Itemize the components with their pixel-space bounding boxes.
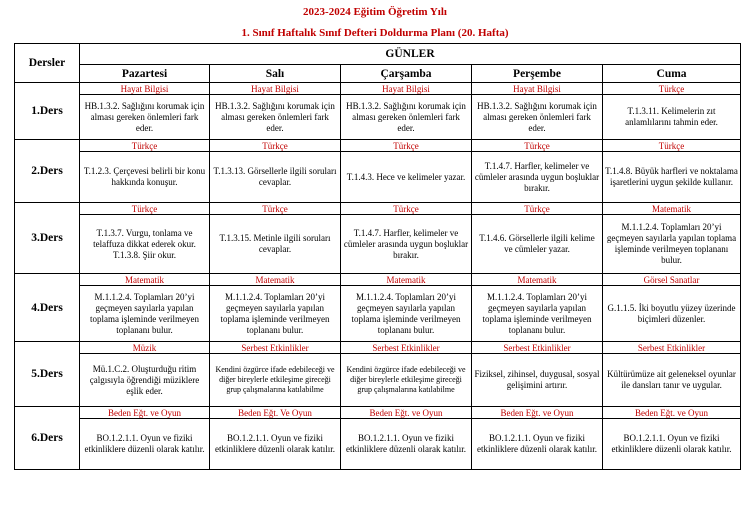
header-row-days xyxy=(15,65,741,83)
subject-name: Matematik xyxy=(80,274,210,286)
objective-cell xyxy=(210,286,341,342)
objective-row xyxy=(15,215,741,274)
objective-text: BO.1.2.1.1. Oyun ve fiziki etkinliklere düzenli olarak katılır. xyxy=(215,433,335,454)
objective-cell xyxy=(341,215,472,274)
subject-name: Beden Eğt. ve Oyun xyxy=(472,407,603,419)
objective-row xyxy=(15,286,741,342)
objective-cell xyxy=(472,354,603,407)
objective-text: Mü.1.C.2. Oluşturduğu ritim çalgısıyla öğrendiği müziklere eşlik eder. xyxy=(89,363,200,396)
subject-name: Müzik xyxy=(80,342,210,354)
subject-name: Hayat Bilgisi xyxy=(210,83,341,95)
day-header-pazartesi: Pazartesi xyxy=(80,65,210,83)
objective-cell xyxy=(80,354,210,407)
objective-row xyxy=(15,354,741,407)
subject-name: Matematik xyxy=(603,203,741,215)
objective-text: M.1.1.2.4. Toplamları 20’yi geçmeyen sayılarla yapılan toplama işleminde verilmeyen toplananı bulur. xyxy=(90,291,199,335)
objective-cell xyxy=(341,95,472,140)
subject-name: Türkçe xyxy=(341,140,472,152)
objective-text: BO.1.2.1.1. Oyun ve fiziki etkinliklere düzenli olarak katılır. xyxy=(477,433,597,454)
subject-name: Matematik xyxy=(210,274,341,286)
subject-name: Serbest Etkinlikler xyxy=(341,342,472,354)
objective-cell xyxy=(210,419,341,470)
objective-text: T.1.3.11. Kelimelerin zıt anlamlılarını tahmin eder. xyxy=(625,106,718,127)
objective-text: BO.1.2.1.1. Oyun ve fiziki etkinliklere düzenli olarak katılır. xyxy=(84,433,205,454)
objective-text: Kendini özgürce ifade edebileceği ve diğer bireylerle etkileşime gireceği grup çalışmalarına katılabilme xyxy=(215,365,335,394)
objective-text: T.1.4.8. Büyük harfleri ve noktalama işaretlerini uygun şekilde kullanır. xyxy=(605,166,738,187)
objective-cell xyxy=(472,95,603,140)
objective-text: BO.1.2.1.1. Oyun ve fiziki etkinliklere düzenli olarak katılır. xyxy=(611,433,732,454)
lesson-label: 6.Ders xyxy=(15,407,80,470)
objective-cell xyxy=(341,419,472,470)
subject-name: Türkçe xyxy=(210,203,341,215)
subject-row xyxy=(15,274,741,286)
objective-cell xyxy=(603,215,741,274)
objective-row xyxy=(15,419,741,470)
subject-name: Serbest Etkinlikler xyxy=(603,342,741,354)
subject-name: Türkçe xyxy=(210,140,341,152)
objective-cell xyxy=(341,286,472,342)
objective-text: T.1.4.7. Harfler, kelimeler ve cümleler arasında uygun boşluklar bırakır. xyxy=(343,227,469,260)
weekly-plan-table xyxy=(14,43,741,470)
objective-text: Kültürümüze ait geleneksel oyunlar ile dansları tanır ve uygular. xyxy=(607,369,736,390)
objective-cell xyxy=(603,286,741,342)
subject-name: Beden Eğt. Ve Oyun xyxy=(210,407,341,419)
objective-cell xyxy=(341,152,472,203)
objective-text: HB.1.3.2. Sağlığını korumak için alması gereken önlemleri fark eder. xyxy=(215,100,335,133)
objective-cell xyxy=(603,354,741,407)
objective-text: Kendini özgürce ifade edebileceği ve diğer bireylerle etkileşime gireceği grup çalışmalarına katılabilme xyxy=(346,365,466,394)
dersler-header: Dersler xyxy=(15,44,80,83)
subject-name: Hayat Bilgisi xyxy=(472,83,603,95)
objective-text: T.1.3.13. Görsellerle ilgili soruları cevaplar. xyxy=(213,166,337,187)
objective-cell xyxy=(603,95,741,140)
objective-cell xyxy=(210,215,341,274)
objective-text: G.1.1.5. İki boyutlu yüzey üzerinde biçimleri düzenler. xyxy=(607,302,736,324)
document-title: 2023-2024 Eğitim Öğretim Yılı xyxy=(303,6,447,18)
objective-text: M.1.1.2.4. Toplamları 20’yi geçmeyen sayılarla yapılan toplama işleminde verilmeyen toplananı bulur. xyxy=(482,291,592,335)
day-header-cuma: Cuma xyxy=(603,65,741,83)
objective-text: T.1.3.7. Vurgu, tonlama ve telaffuza dikkat ederek okur. xyxy=(93,227,196,249)
header-row-gunler xyxy=(15,44,741,65)
objective-text: HB.1.3.2. Sağlığını korumak için alması gereken önlemleri fark eder. xyxy=(477,100,597,133)
objective-row xyxy=(15,152,741,203)
lesson-label: 2.Ders xyxy=(15,140,80,203)
subject-name: Beden Eğt. ve Oyun xyxy=(341,407,472,419)
gunler-header: GÜNLER xyxy=(80,44,741,65)
subject-name: Türkçe xyxy=(341,203,472,215)
objective-cell xyxy=(472,419,603,470)
objective-text: T.1.4.3. Hece ve kelimeler yazar. xyxy=(346,171,466,182)
objective-text: Fiziksel, zihinsel, duygusal, sosyal gelişimini artırır. xyxy=(474,369,600,390)
objective-text: BO.1.2.1.1. Oyun ve fiziki etkinliklere düzenli olarak katılır. xyxy=(346,433,466,454)
subject-name: Türkçe xyxy=(603,83,741,95)
objective-text: M.1.1.2.4. Toplamları 20’yi geçmeyen sayılarla yapılan toplama işleminde verilmeyen toplananı bulur. xyxy=(606,222,737,265)
objective-text: HB.1.3.2. Sağlığını korumak için alması gereken önlemleri fark eder. xyxy=(84,100,205,133)
objective-text: M.1.1.2.4. Toplamları 20’yi geçmeyen sayılarla yapılan toplama işleminde verilmeyen toplananı bulur. xyxy=(220,291,330,335)
objective-cell xyxy=(472,152,603,203)
objective-text: T.1.3.15. Metinle ilgili soruları cevaplar. xyxy=(219,233,331,254)
subject-name: Türkçe xyxy=(603,140,741,152)
subject-name: Hayat Bilgisi xyxy=(341,83,472,95)
lesson-label: 4.Ders xyxy=(15,274,80,342)
objective-cell xyxy=(472,286,603,342)
lesson-label: 5.Ders xyxy=(15,342,80,407)
objective-text: HB.1.3.2. Sağlığını korumak için alması gereken önlemleri fark eder. xyxy=(346,100,466,133)
subject-name: Türkçe xyxy=(472,140,603,152)
subject-name: Beden Eğt. ve Oyun xyxy=(80,407,210,419)
objective-text: T.1.4.6. Görsellerle ilgili kelime ve cümleler yazar. xyxy=(479,233,595,254)
objective-cell xyxy=(341,354,472,407)
subject-row xyxy=(15,407,741,419)
objective-text: M.1.1.2.4. Toplamları 20’yi geçmeyen sayılarla yapılan toplama işleminde verilmeyen toplananı bulur. xyxy=(351,291,461,335)
day-header-carsamba: Çarşamba xyxy=(341,65,472,83)
objective-cell xyxy=(80,95,210,140)
objective-cell xyxy=(603,419,741,470)
objective-cell xyxy=(80,215,210,274)
subject-name: Hayat Bilgisi xyxy=(80,83,210,95)
subject-row xyxy=(15,140,741,152)
document-subtitle: 1. Sınıf Haftalık Sınıf Defteri Doldurma Planı (20. Hafta) xyxy=(241,27,509,39)
objective-cell xyxy=(210,354,341,407)
objective-cell xyxy=(80,152,210,203)
subject-name: Matematik xyxy=(472,274,603,286)
lesson-label: 3.Ders xyxy=(15,203,80,274)
day-header-persembe: Perşembe xyxy=(472,65,603,83)
subject-row xyxy=(15,342,741,354)
subject-name: Türkçe xyxy=(80,203,210,215)
objective-text-secondary: T.1.3.8. Şiir okur. xyxy=(112,249,177,260)
objective-cell xyxy=(603,152,741,203)
subject-row xyxy=(15,203,741,215)
subject-name: Görsel Sanatlar xyxy=(603,274,741,286)
subject-name: Serbest Etkinlikler xyxy=(472,342,603,354)
objective-cell xyxy=(80,286,210,342)
objective-text: T.1.2.3. Çerçevesi belirli bir konu hakkında konuşur. xyxy=(83,166,206,187)
objective-text: T.1.4.7. Harfler, kelimeler ve cümleler arasında uygun boşluklar bırakır. xyxy=(474,160,600,193)
objective-cell xyxy=(210,152,341,203)
day-header-sali: Salı xyxy=(210,65,341,83)
objective-row xyxy=(15,95,741,140)
subject-name: Matematik xyxy=(341,274,472,286)
subject-name: Türkçe xyxy=(80,140,210,152)
subject-name: Serbest Etkinlikler xyxy=(210,342,341,354)
objective-cell xyxy=(472,215,603,274)
subject-name: Türkçe xyxy=(472,203,603,215)
objective-cell xyxy=(80,419,210,470)
subject-name: Beden Eğt. ve Oyun xyxy=(603,407,741,419)
lesson-label: 1.Ders xyxy=(15,83,80,140)
objective-cell xyxy=(210,95,341,140)
subject-row xyxy=(15,83,741,95)
